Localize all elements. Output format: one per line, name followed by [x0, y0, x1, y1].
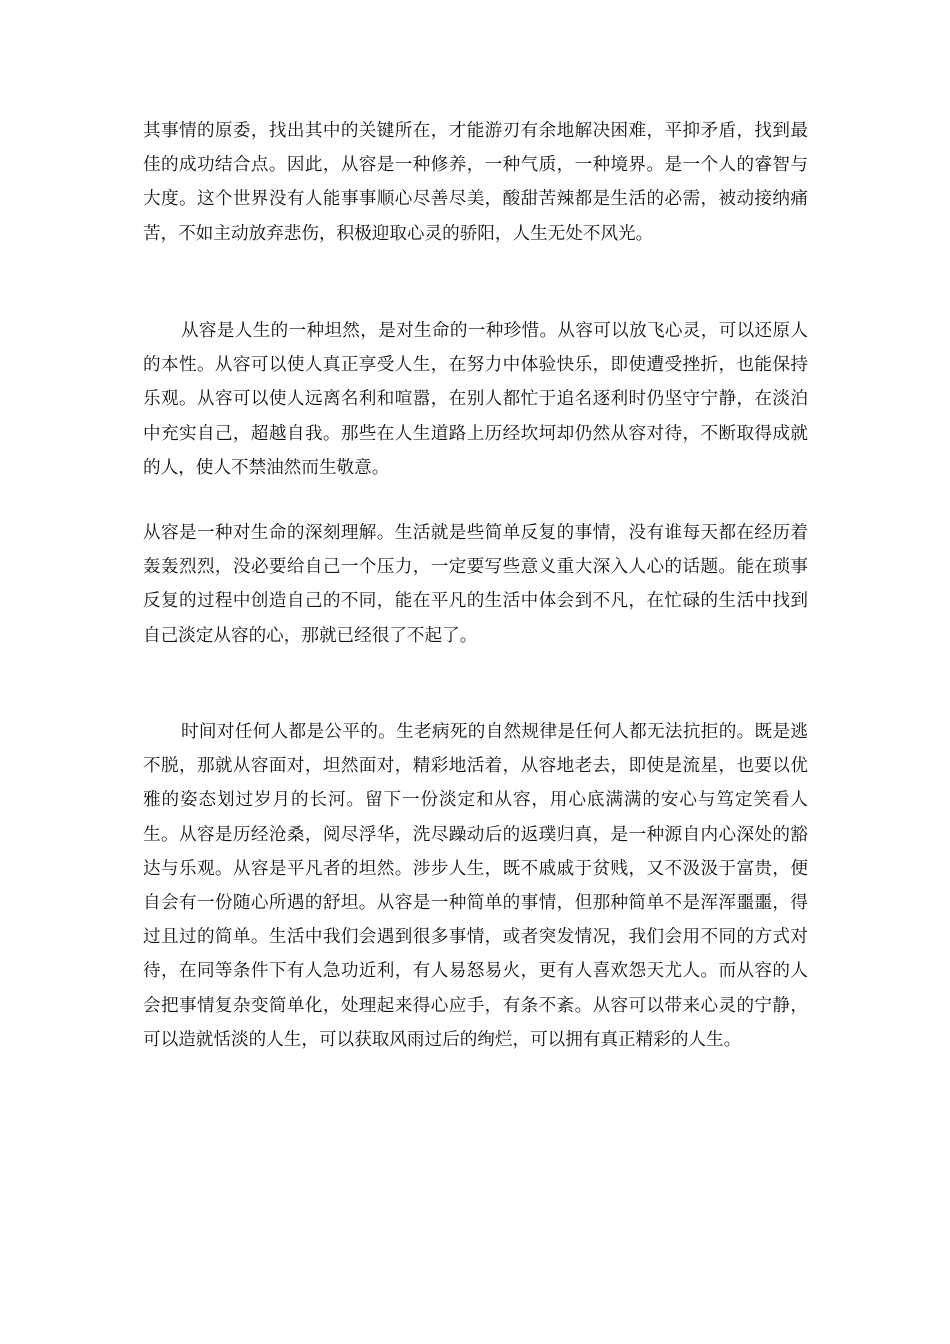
paragraph-3: 从容是一种对生命的深刻理解。生活就是些简单反复的事情，没有谁每天都在经历着轰轰烈烈，没必要给自己一个压力，一定要写些意义重大深入人心的话题。能在琐事反复的过程中创造自己的不同，能在平凡的生活中体会到不凡，在忙碌的生活中找到自己淡定从容的心，那就已经很了不起了。	[143, 523, 808, 646]
paragraph-4: 时间对任何人都是公平的。生老病死的自然规律是任何人都无法抗拒的。既是逃不脱，那就从容面对，坦然面对，精彩地活着，从容地老去，即使是流星，也要以优雅的姿态划过岁月的长河。留下一份淡定和从容，用心底满满的安心与笃定笑看人生。从容是历经沧桑，阅尽浮华，洗尽躁动后的返璞归真，是一种源自内心深处的豁达与乐观。从容是平凡者的坦然。涉步人生，既不戚戚于贫贱，又不汲汲于富贵，便自会有一份随心所遇的舒坦。从容是一种简单的事情，但那种简单不是浑浑噩噩，得过且过的简单。生活中我们会遇到很多事情，或者突发情况，我们会用不同的方式对待，在同等条件下有人急功近利，有人易怒易火，更有人喜欢怨天尤人。而从容的人会把事情复杂变简单化，处理起来得心应手，有条不紊。从容可以带来心灵的宁静，可以造就恬淡的人生，可以获取风雨过后的绚烂，可以拥有真正精彩的人生。	[143, 722, 808, 1050]
paragraph-1: 其事情的原委，找出其中的关键所在，才能游刃有余地解决困难，平抑矛盾，找到最佳的成功结合点。因此，从容是一种修养，一种气质，一种境界。是一个人的睿智与大度。这个世界没有人能事事顺心尽善尽美，酸甜苦辣都是生活的必需，被动接纳痛苦，不如主动放弃悲伤，积极迎取心灵的骄阳，人生无处不风光。	[143, 121, 808, 244]
paragraph-2: 从容是人生的一种坦然，是对生命的一种珍惜。从容可以放飞心灵，可以还原人的本性。从容可以使人真正享受人生，在努力中体验快乐，即使遭受挫折，也能保持乐观。从容可以使人远离名利和喧嚣，在别人都忙于追名逐利时仍坚守宁静，在淡泊中充实自己，超越自我。那些在人生道路上历经坎坷却仍然从容对待，不断取得成就的人，使人不禁油然而生敬意。	[143, 321, 808, 478]
